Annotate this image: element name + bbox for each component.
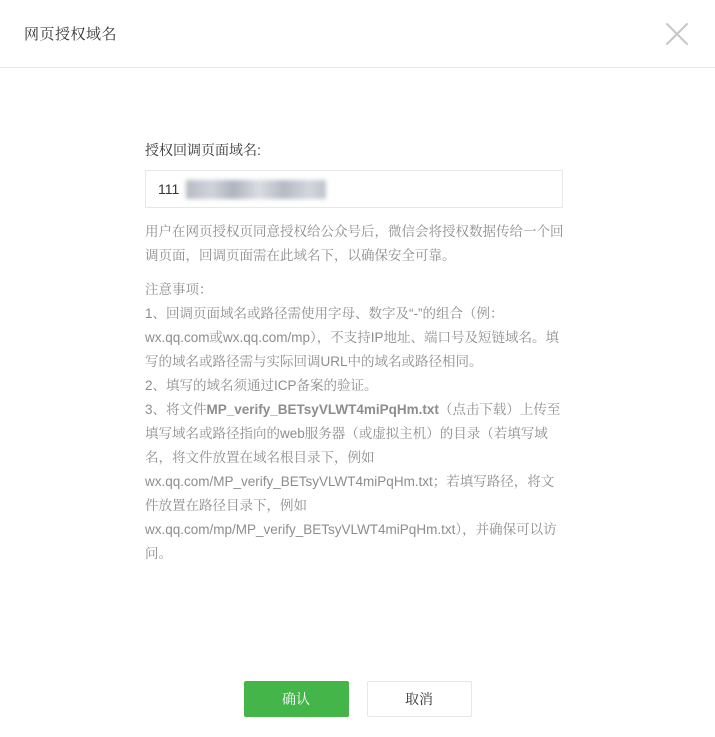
page-title: 网页授权域名: [24, 26, 118, 43]
domain-field-label: 授权回调页面域名:: [145, 142, 261, 158]
domain-input[interactable]: [156, 171, 552, 207]
dialog-header: [0, 0, 715, 68]
form-area: [145, 140, 565, 566]
download-link[interactable]: 下载: [479, 402, 507, 417]
domain-input-wrapper[interactable]: [145, 170, 563, 208]
confirm-button[interactable]: 确认: [244, 681, 349, 717]
cancel-button[interactable]: 取消: [367, 681, 472, 717]
dialog-body: [0, 68, 715, 566]
notice-3-open-paren: （点击: [438, 402, 480, 417]
notice-3-prefix: 3、将文件: [145, 402, 207, 417]
notice-title: 注意事项：: [145, 282, 213, 297]
verify-file-name: MP_verify_BETsyVLWT4miPqHm.txt: [206, 402, 439, 417]
notice-item-2: 2、填写的域名须通过ICP备案的验证。: [145, 378, 378, 393]
auth-description: 用户在网页授权页同意授权给公众号后，微信会将授权数据传给一个回调页面，回调页面需在此域名下，以确保安全可靠。: [145, 224, 564, 263]
notice-3-suffix: ）上传至填写域名或路径指向的web服务器（或虚拟主机）的目录（若填写域名，将文件放置在域名根目录下，例如 wx.qq.com/MP_verify_BETsyVLWT4miPqHm.txt；若填写路径，将文件放置在路径目录下，例如 wx.qq.com/mp/MP_verify_BETsyVLWT4miPqHm.txt），并确保可以访问。: [145, 402, 561, 561]
dialog-footer: [0, 661, 715, 737]
notice-item-3: [145, 398, 565, 566]
notice-list: [145, 302, 565, 566]
close-icon[interactable]: [661, 18, 693, 50]
notice-item-1: 1、回调页面域名或路径需使用字母、数字及“-”的组合（例：wx.qq.com或wx.qq.com/mp），不支持IP地址、端口号及短链域名。填写的域名或路径需与实际回调URL中的域名或路径相同。: [145, 306, 560, 369]
